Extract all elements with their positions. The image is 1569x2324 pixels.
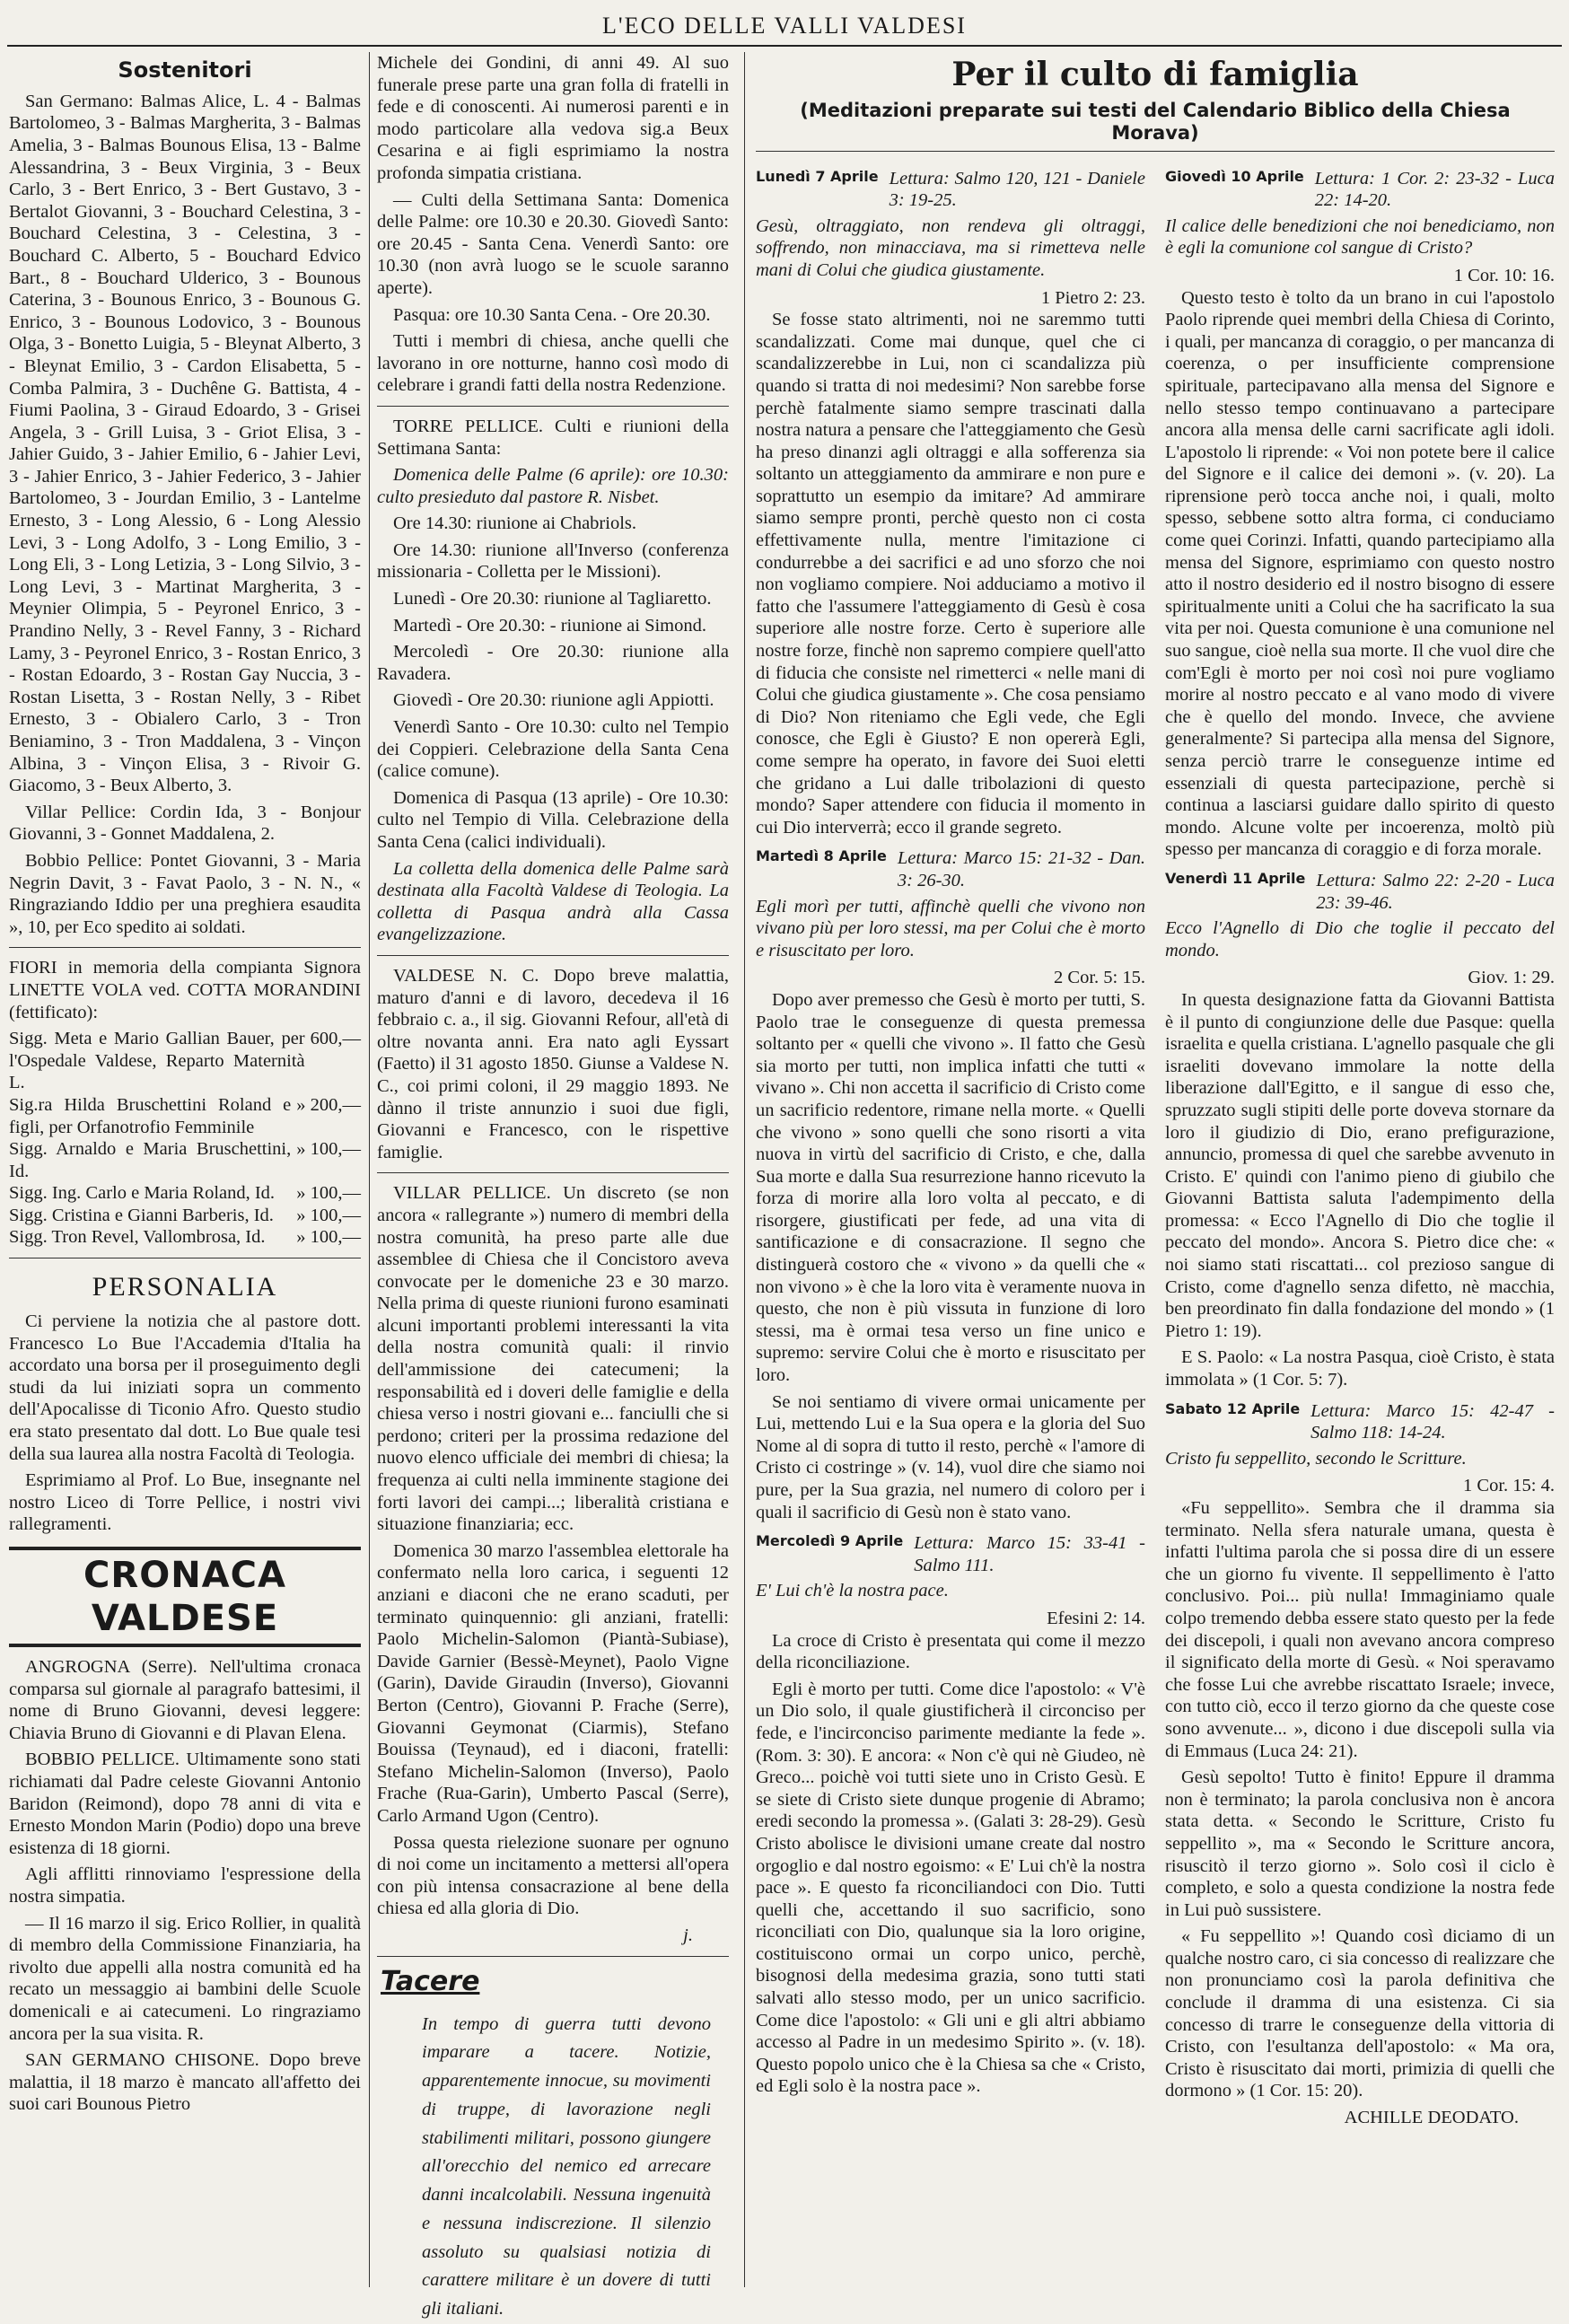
day-reference: Giov. 1: 29.: [1468, 968, 1555, 988]
fiori-donor: Sigg. Cristina e Gianni Barberis, Id.: [9, 1205, 274, 1225]
masthead: L'ECO DELLE VALLI VALDESI: [602, 13, 967, 39]
day-reference: 1 Pietro 2: 23.: [1040, 287, 1145, 308]
day-label: Sabato 12 Aprile: [1165, 1399, 1301, 1417]
divider: [9, 947, 361, 948]
cronaca-angrogna: ANGROGNA (Serre). Nell'ultima cronaca comparsa sul giornale al paragrafo battesimi, il nome di Bruno Giovanni, devesi leggere: Chiavia Bruno di Giovanni e di Plavan Elena.: [9, 1657, 361, 1743]
sostenitori-bobbio: Bobbio Pellice: Pontet Giovanni, 3 - Maria Negrin Davit, 3 - Favat Paolo, 3 - N. N., « Ringraziando Iddio per una preghiera esaudita », 10, per Eco spedito ai soldati.: [9, 850, 361, 937]
fiori-amount: » 100,—: [296, 1205, 361, 1225]
cronaca-valdese-title: CRONACA VALDESE: [9, 1547, 361, 1647]
article-paragraph: Domenica 30 marzo l'assemblea elettorale ha confermato nella loro carica, i seguenti 12 anziani e diaconi che ne erano scaduti, per terminato quinquennio: gli anziani, fratelli: Paolo Michelin-Salomon (Piantà-Subiase), Davide Garnier (Bessè-Meynet), Paolo Vigne (Garin), Davide Giraudin (Inverso), Giovanni Berton (Centro), Giovanni P. Frache (Serre), Giovanni Geymonat (Ciarmis), Stefano Bouissa (Teynaud), ed i diaconi, fratelli: Stefano Michelin-Salomon (Inverso), Paolo Frache (Rua-Garin), Umberto Pascal (Serre), Carlo Armand Ugon (Centro).: [377, 1540, 729, 1826]
fiori-item: [9, 1226, 361, 1249]
meditation-paragraph: Se fosse stato altrimenti, noi ne saremmo tutti scandalizzati. Come mai dunque, quel che ci scandalizzerebbe in Lui, non ci scandalizza più quando si tratta di noi medesimi? Non sarebbe forse perchè fatalmente siamo sempre trascinati dalla nostra natura a pensare che l'atteggiamento che Gesù ha preso dinanzi agli oltraggi e alla sofferenza sia soltanto un atteggiamento da ammirare e non pure e soprattutto un esempio da imitare? Ad ammirare siamo sempre pronti, perchè questo non ci costa effettivamente nulla, mentre l'imitazione ci condurrebbe a dei sacrifici e ad uno sforzo che noi non vogliamo compiere. Noi adduciamo a motivo il fatto che l'assumere l'atteggiamento di Gesù è cosa superiore alle nostre forze. Certo è superiore alle nostre forze, finchè non sapremo compiere quell'atto di fiducia che consiste nel rimetterci « nelle mani di Colui che giudica giustamente ». Che cosa pensiamo di Dio? Non riteniamo che Egli vede, che Egli conosce, che Egli è Giusto? E non opererà Egli, come sempre ha operato, in favore dei Suoi eletti che gridano a Lui dalle tribolazioni di questo mondo? Saper attendere con fiducia il momento in cui Dio interverrà; ecco il grande segreto.: [756, 310, 1145, 838]
day-label: Venerdì 11 Aprile: [1165, 869, 1306, 887]
day-verse: Il calice delle benedizioni che noi benediciamo, non è egli la comunione col sangue di Cristo?: [1165, 215, 1555, 259]
fiori-donor: Sigg. Meta e Mario Gallian Bauer, per l'Ospedale Valdese, Reparto Maternità L.: [9, 1029, 305, 1093]
day-verse: E' Lui ch'è la nostra pace.: [756, 1581, 949, 1601]
personalia-paragraph: Ci perviene la notizia che al pastore dott. Francesco Lo Bue l'Accademia d'Italia ha accordato una borsa per il proseguimento degli studi da lui iniziati sopra un commento dell'Apocalisse di Ticonio Afro. Questo studio era stato presentato dal dott. Lo Bue quale tesi della sua laurea alla nostra Facoltà di Teologia.: [9, 1311, 361, 1464]
day-reading: Lettura: Marco 15: 42-47 - Salmo 118: 14-24.: [1310, 1400, 1555, 1443]
tacere-title: Tacere: [381, 1965, 480, 1997]
fiori-amount: » 100,—: [296, 1139, 361, 1160]
divider: [377, 1172, 729, 1173]
valdese-nc: VALDESE N. C. Dopo breve malattia, maturo d'anni e di lavoro, decedeva il 16 febbraio c. a., il sig. Giovanni Refour, all'età di oltre novanta anni. Era nato agli Eyssart (Faetto) il 31 agosto 1850. Giunse a Valdese N. C., coi primi coloni, il 29 maggio 1893. Ne dànno il triste annunzio i suoi due figli, Giovanni e Francesco, con le rispettive famiglie.: [377, 965, 729, 1162]
article-paragraph: Pasqua: ore 10.30 Santa Cena. - Ore 20.30.: [393, 304, 711, 325]
day-reference: 2 Cor. 5: 15.: [1054, 968, 1145, 988]
fiori-amount: » 100,—: [296, 1227, 361, 1248]
schedule-item: Domenica delle Palme (6 aprile): ore 10.30: culto presieduto dal pastore R. Nisbet.: [377, 465, 729, 507]
fiori-list: [9, 1028, 361, 1249]
day-reading: Lettura: 1 Cor. 2: 23-32 - Luca 22: 14-20.: [1314, 168, 1555, 211]
sostenitori-san-germano: San Germano: Balmas Alice, L. 4 - Balmas Bartolomeo, 3 - Balmas Margherita, 3 - Balmas Amelia, 3 - Balmas Bounous Elisa, 13 - Balme Alessandrina, 3 - Beux Virginia, 3 - Beux Carlo, 3 - Bert Enrico, 3 - Bert Gustavo, 3 - Bertalot Giovanni, 3 - Bouchard Celestina, 3 - Bouchard Celestina, 3 - Celestina, 3 - Bouchard C. Alberto, 5 - Bouchard Edvico Bart., 8 - Bouchard Ulderico, 3 - Bounous Caterina, 3 - Bounous Enrico, 3 - Bounous G. Enrico, 3 - Bounous Lodovico, 3 - Bounous Olga, 3 - Bonetto Luigia, 5 - Bleynat Alberto, 3 - Bleynat Emilio, 3 - Cardon Elisabetta, 5 - Comba Palmira, 3 - Duchêne G. Battista, 4 - Fiumi Paolina, 3 - Giraud Edoardo, 3 - Grisei Angela, 3 - Grill Luisa, 3 - Griot Elisa, 3 - Jahier Guido, 3 - Jahier Emilio, 6 - Jahier Levi, 3 - Jahier Enrico, 3 - Jahier Federico, 3 - Jahier Bartolomeo, 3 - Jourdan Emilio, 3 - Lantelme Ernesto, 3 - Long Alessio, 6 - Long Alessio Levi, 3 - Long Adolfo, 3 - Long Emilio, 3 - Long Eli, 3 - Long Letizia, 3 - Long Silvio, 3 - Long Levi, 3 - Martinat Margherita, 3 - Meynier Olimpia, 5 - Peyronel Enrico, 3 - Prandino Nelly, 3 - Revel Fanny, 3 - Richard Lamy, 3 - Peyronel Enrico, 3 - Rostan Enrico, 3 - Rostan Edoardo, 3 - Rostan Gay Nuccia, 3 - Rostan Lisetta, 3 - Rostan Nelly, 3 - Ribet Ernesto, 3 - Obialero Carlo, 3 - Tron Beniamino, 3 - Tron Maddalena, 3 - Vinçon Albina, 3 - Vinçon Elisa, 3 - Rivoir G. Giacomo, 3 - Beux Alberto, 3.: [9, 91, 361, 796]
meditations-left: [756, 159, 1145, 2134]
meditation-paragraph: In questa designazione fatta da Giovanni Battista è il punto di congiunzione delle due Pasque: quella israelita e quella cristiana. L'agnello pasquale che gli israeliti dovevano immolare la notte della liberazione dall'Egitto, e il sangue di esso che, spruzzato sugli stipiti delle porte doveva stornare da loro il giudizio di Dio, erano prefigurazione, annuncio, promessa di quel che sarebbe avvenuto in Cristo. E' quindi con l'animo pieno di giubilo che Giovanni Battista saluta l'adempimento della promessa: « Ecco l'Agnello di Dio che toglie il peccato del mondo». Ancora S. Pietro dice che: « noi siamo stati riscattati... col prezioso sangue di Cristo, come d'agnello senza difetto, nè macchia, ben preordinato fin dalla fondazione del mondo » (1 Pietro 1: 19).: [1165, 989, 1555, 1341]
day-label: Lunedì 7 Aprile: [756, 167, 879, 185]
article-paragraph: Michele dei Gondini, di anni 49. Al suo funerale prese parte una gran folla di fratelli in fede e di conoscenti. Ai numerosi parenti e in modo particolare alla vedova sig.a Beux Cesarina e ai figli esprimiamo la nostra profonda simpatia cristiana.: [377, 53, 729, 183]
article-paragraph: — Culti della Settimana Santa: Domenica delle Palme: ore 10.30 e 20.30. Giovedì Santo: ore 20.45 - Santa Cena. Venerdì Santo: ore 10.30 (non avrà luogo se le scuole saranno aperte).: [377, 189, 729, 298]
cronaca-san-germano: SAN GERMANO CHISONE. Dopo breve malattia, il 18 marzo è mancato all'affetto dei suoi cari Bounous Pietro: [9, 2050, 361, 2115]
top-rule: [7, 45, 1562, 47]
column-divider: [369, 52, 370, 2287]
day-reading: Lettura: Marco 15: 21-32 - Dan. 3: 26-30.: [897, 848, 1145, 890]
meditations-right: [1165, 159, 1555, 2134]
divider: [377, 955, 729, 956]
fiori-donor: Sigg. Ing. Carlo e Maria Roland, Id.: [9, 1183, 276, 1204]
colletta-note: La colletta della domenica delle Palme sarà destinata alla Facoltà Valdese di Teologia. La colletta di Pasqua andrà alla Cassa evangelizzazione.: [377, 858, 729, 945]
day-label: Mercoledì 9 Aprile: [756, 1532, 904, 1550]
meditations: [756, 159, 1555, 2134]
day-header: [1165, 168, 1555, 212]
culto-subtitle: (Meditazioni preparate sui testi del Calendario Biblico della Chiesa Morava): [756, 100, 1555, 151]
sostenitori-title: Sostenitori: [118, 57, 252, 83]
meditation-paragraph: La croce di Cristo è presentata qui come il mezzo della riconciliazione.: [756, 1630, 1145, 1673]
day-header: [1165, 870, 1555, 914]
article-paragraph: Possa questa rielezione suonare per ognuno di noi come un incitamento a mettersi all'opera con più intensa consacrazione al bene della chiesa ed alla gloria di Dio.: [377, 1832, 729, 1919]
day-header: [756, 847, 1145, 891]
cronaca-rollier: — Il 16 marzo il sig. Erico Rollier, in qualità di membro della Commissione Finanziaria, ha rivolto due appelli alla nostra comunità ed ha recato un messaggio ai bambini delle Scuole domenicali e ai catecumeni. Lo ringraziamo ancora per la sua visita.: [9, 1913, 361, 2044]
meditation-paragraph: « Fu seppellito »! Quando così diciamo di un qualche nostro caro, ci sia concesso di realizzare che non pronunciamo così la parola definitiva che conclude il dramma di una esistenza. Ci sia concesso di trarre le conseguenze della vittoria di Cristo, con l'esultanza dell'apostolo: « Ma ora, Cristo è risuscitato dai morti, primizia di quelli che dormono » (1 Cor. 15: 20).: [1165, 1926, 1555, 2101]
schedule-item: Venerdì Santo - Ore 10.30: culto nel Tempio dei Coppieri. Celebrazione della Santa Cena (calice comune).: [377, 717, 729, 782]
day-reference: Efesini 2: 14.: [1047, 1608, 1145, 1628]
fiori-donor: Sigg. Tron Revel, Vallombrosa, Id.: [9, 1227, 266, 1248]
sostenitori-villar: Villar Pellice: Cordin Ida, 3 - Bonjour Giovanni, 3 - Gonnet Maddalena, 2.: [9, 802, 361, 845]
day-label: Martedì 8 Aprile: [756, 847, 887, 865]
day-verse: Gesù, oltraggiato, non rendeva gli oltraggi, soffrendo, non minacciava, ma si rimetteva nelle mani di Colui che giudica giustamente.: [756, 215, 1145, 280]
schedule-item: Giovedì - Ore 20.30: riunione agli Appiotti.: [393, 690, 714, 711]
meditation-paragraph: Questo testo è tolto da un brano in cui l'apostolo Paolo riprende quei membri della Chiesa di Corinto, i quali, per mancanza di coraggio, o per mancanza di coerenza, o per insufficiente comprensione spirituale, partecipavano alla mensa del Signore e nello stesso tempo continuavano a partecipare ancora alla mensa delle carni sacrificate agli idoli. L'apostolo li riprende: « Voi non potete bere il calice del Signore e il calice dei demoni ». (v. 20). La riprensione però tocca anche noi, i quali, molto spesso, sebbene sotto altra forma, ci conduciamo come quei Corinzi. Infatti, quando partecipiamo alla mensa del Signore, esprimiamo con questo nostro atto il nostro desiderio ed il nostro bisogno di essere spiritualmente uniti a Colui che ha sacrificato la sua vita per noi. Questa comunione è una comunione nel suo sangue, cioè nella sua morte. Il che vuol dire che com'Egli è morto per noi così noi pure vogliamo morire al nostro peccato e al vano modo di vivere che è quello del mondo. Invece, che avviene generalmente? Si partecipa alla mensa del Signore, senza perciò trarre le conseguenze intime ed essenziali di questa partecipazione, perchè si continua a lasciarsi guidare dallo spirito di questo mondo. Alcune volte per incoerenza, moltò più spesso per mancanza di coraggio e di forza morale.: [1165, 287, 1555, 860]
day-reference: 1 Cor. 10: 16.: [1453, 265, 1555, 285]
day-verse: Egli morì per tutti, affinchè quelli che vivono non vivano più per loro stessi, ma per Colui che è morto e risuscitato per loro.: [756, 896, 1145, 960]
meditation-paragraph: E S. Paolo: « La nostra Pasqua, cioè Cristo, è stata immolata » (1 Cor. 5: 7).: [1165, 1347, 1555, 1390]
column-2: [377, 52, 729, 2320]
day-reference: 1 Cor. 15: 4.: [1463, 1476, 1555, 1496]
fiori-donor: Sig.ra Hilda Bruschettini Roland e figli, per Orfanotrofio Femminile: [9, 1094, 292, 1137]
day-reading: Lettura: Salmo 22: 2-20 - Luca 23: 39-46.: [1316, 870, 1555, 913]
meditation-paragraph: «Fu seppellito». Sembra che il dramma sia terminato. Nella sfera naturale umana, questa è infatti l'ultima parola che si possa dire di un essere che un giorno fu vivente. Il seppellimento è l'atto conclusivo. Poi... più nulla! Immaginiamo quale colpo tremendo debba essere stato questo per la fede dei discepoli, i quali non avevano ancora compreso il significato della morte di Gesù. « Noi speravamo che fosse Lui che avrebbe riscattato Israele; invece, con tutto ciò, ecco il terzo giorno da che queste cose sono avvenute... », dicono i due discepoli sulla via di Emmaus (Luca 24: 21).: [1165, 1498, 1555, 1761]
torre-pellice-heading: TORRE PELLICE. Culti e riunioni della Settimana Santa:: [377, 416, 729, 459]
author-signature: ACHILLE DEODATO.: [1344, 2108, 1519, 2128]
meditation-paragraph: Se noi sentiamo di vivere ormai unicamente per Lui, mettendo Lui e la Sua opera e la gloria del Suo Nome al di sopra di tutto il resto, perchè « l'amore di Cristo ci costringe » (v. 14), vuol dire che siamo noi pure, per la Sua grazia, nel numero di coloro per i quali il sacrificio di Gesù non è stato vano.: [756, 1391, 1145, 1522]
day-reading: Lettura: Salmo 120, 121 - Daniele 3: 19-25.: [889, 168, 1145, 211]
signature: j.: [683, 1925, 693, 1945]
cronaca-paragraph: [9, 1913, 361, 2046]
villar-pellice: VILLAR PELLICE. Un discreto (se non ancora « rallegrante ») numero di membri della nostra comunità, ha preso parte alle due assemblee di Chiesa che il Concistoro aveva convocate per le domeniche 23 e 30 marzo. Nella prima di queste riunioni furono esaminati alcuni importanti problemi interessanti la vita della nostra comunità quali: il rinvio dell'ammissione dei catecumeni; la responsabilità ed i doveri delle famiglie e della chiesa verso i nostri giovani e... fanciulli che si perdono; criteri per la prossima redazione del nuovo elenco ufficiale dei membri di chiesa; la frequenza ai culti nella imminente stagione dei forti lavori dei campi...; liberalità cristiana e situazione finanziaria; ecc.: [377, 1183, 729, 1535]
signature: R.: [187, 2023, 204, 2044]
fiori-item: [9, 1094, 361, 1138]
fiori-amount: » 200,—: [296, 1094, 361, 1115]
day-verse: Ecco l'Agnello di Dio che toglie il peccato del mondo.: [1165, 918, 1555, 960]
day-label: Giovedì 10 Aprile: [1165, 167, 1304, 185]
schedule-item: Martedì - Ore 20.30: - riunione ai Simond.: [393, 615, 707, 636]
day-verse: Cristo fu seppellito, secondo le Scritture.: [1165, 1448, 1467, 1469]
day-reading: Lettura: Marco 15: 33-41 - Salmo 111.: [914, 1533, 1145, 1575]
fiori-item: [9, 1138, 361, 1182]
column-3: [756, 52, 1555, 2296]
column-1: [9, 52, 361, 2296]
schedule-item: Lunedì - Ore 20.30: riunione al Tagliaretto.: [393, 589, 712, 610]
column-divider: [744, 52, 745, 2287]
fiori-item: [9, 1205, 361, 1227]
meditation-paragraph: Dopo aver premesso che Gesù è morto per tutti, S. Paolo trae le conseguenze di questa premessa soltanto per « quelli che vivono ». Il fatto che Gesù sia morto per tutti, non implica infatti che tutti « vivano ». Chi non accetta il sacrificio di Cristo come un sacrificio redentore, rimane nella morte. « Quelli che vivono » sono quelli che sono risorti a vita nuova in virtù del sacrificio di Cristo, e che, dalla Sua morte e dalla Sua resurrezione hanno ricevuto la forza di morire alla loro volta al peccato, e di risorgere, giustificati per fede, ad una vita di santificazione e di consacrazione. Il segno che distinguerà costoro che « vivono » da quelli che « non vivono » è che la loro vita è veramente nuova in questo, che non è più vissuta in funzione di loro stessi, ma è ormai tesa verso un fine unico e supremo: servire Colui che è morto e risuscitato per loro.: [756, 989, 1145, 1386]
schedule-item: Ore 14.30: riunione ai Chabriols.: [393, 513, 637, 534]
cronaca-paragraph: Agli afflitti rinnoviamo l'espressione della nostra simpatia.: [9, 1864, 361, 1907]
personalia-paragraph: Esprimiamo al Prof. Lo Bue, insegnante nel nostro Liceo di Torre Pellice, i nostri vivi rallegramenti.: [9, 1470, 361, 1535]
fiori-heading: FIORI in memoria della compianta Signora LINETTE VOLA ved. COTTA MORANDINI (fettificato):: [9, 958, 361, 1022]
schedule-item: Mercoledì - Ore 20.30: riunione alla Ravadera.: [377, 642, 729, 684]
day-header: [756, 168, 1145, 212]
schedule-item: Domenica di Pasqua (13 aprile) - Ore 10.30: culto nel Tempio di Villa. Celebrazione della Santa Cena (calici individuali).: [377, 787, 729, 852]
fiori-item: [9, 1028, 361, 1094]
personalia-title: PERSONALIA: [92, 1272, 278, 1302]
fiori-donor: Sigg. Arnaldo e Maria Bruschettini, Id.: [9, 1139, 292, 1181]
fiori-item: [9, 1182, 361, 1205]
fiori-amount: » 100,—: [296, 1183, 361, 1204]
divider: [377, 406, 729, 407]
meditation-paragraph: Gesù sepolto! Tutto è finito! Eppure il dramma non è terminato; la parola conclusiva non è ancora stata detta. « Secondo le Scritture, Cristo fu seppellito », ma « Secondo le Scritture ancora, risuscitò il terzo giorno ». Solo così il ciclo è completo, e solo a questa condizione la nostra fede in Lui può sussistere.: [1165, 1767, 1555, 1920]
cronaca-bobbio: BOBBIO PELLICE. Ultimamente sono stati richiamati dal Padre celeste Giovanni Antonio Baridon (Reimond), dopo 78 anni di vita e Ernesto Mondon Marin (Podio) dopo una breve esistenza di 18 giorni.: [9, 1750, 361, 1858]
meditation-paragraph: Egli è morto per tutti. Come dice l'apostolo: « V'è un Dio solo, il quale giustificherà il circonciso per fede, e l'incirconciso parimente mediante la fede ». (Rom. 3: 30). E ancora: « Non c'è qui nè Giudeo, nè Greco... poichè voi tutti siete uno in Cristo Gesù. E se siete di Cristo siete dunque progenie di Abramo; eredi secondo la promessa ». (Galati 3: 28-29). Gesù Cristo abolisce le divisioni umane create dal nostro orgoglio e dal nostro egoismo: « E' Lui ch'è la nostra pace ». E questo fa riconciliandoci con Dio. Tutti quelli che, accettando il suo sacrificio, sono riconciliati con Dio, qualunque sia la loro origine, costituiscono ormai un corpo unico, perchè, bisognosi della medesima grazia, sono tutti stati salvati allo stesso modo, per un unico sacrificio. Come dice l'apostolo: « Gli uni e gli altri abbiamo accesso al Padre in un medesimo Spirito ». (v. 18). Questo popolo unico che è la Chiesa sa che « Cristo, ed Egli solo è la nostra pace ».: [756, 1679, 1145, 2097]
schedule-item: Ore 14.30: riunione all'Inverso (conferenza missionaria - Colletta per le Missioni).: [377, 539, 729, 583]
tacere-text: In tempo di guerra tutti devono imparare a tacere. Notizie, apparentemente innocue, su movimenti di truppe, di lavorazione negli stabilimenti militari, possono giungere all'orecchio del nemico ed arrecare danni incalcolabili. Nessuna ingenuità e nessuna indiscrezione. Il silenzio assoluto su qualsiasi notizia di carattere militare è un dovere di tutti gli italiani.: [422, 2013, 711, 2320]
divider: [377, 1956, 729, 1957]
day-header: [1165, 1400, 1555, 1444]
day-header: [756, 1532, 1145, 1576]
culto-title: Per il culto di famiglia: [951, 56, 1359, 93]
article-paragraph: Tutti i membri di chiesa, anche quelli che lavorano in ore notturne, hanno così modo di celebrare i grandi fatti della nostra Redenzione.: [377, 331, 729, 396]
fiori-amount: 600,—: [310, 1029, 361, 1049]
